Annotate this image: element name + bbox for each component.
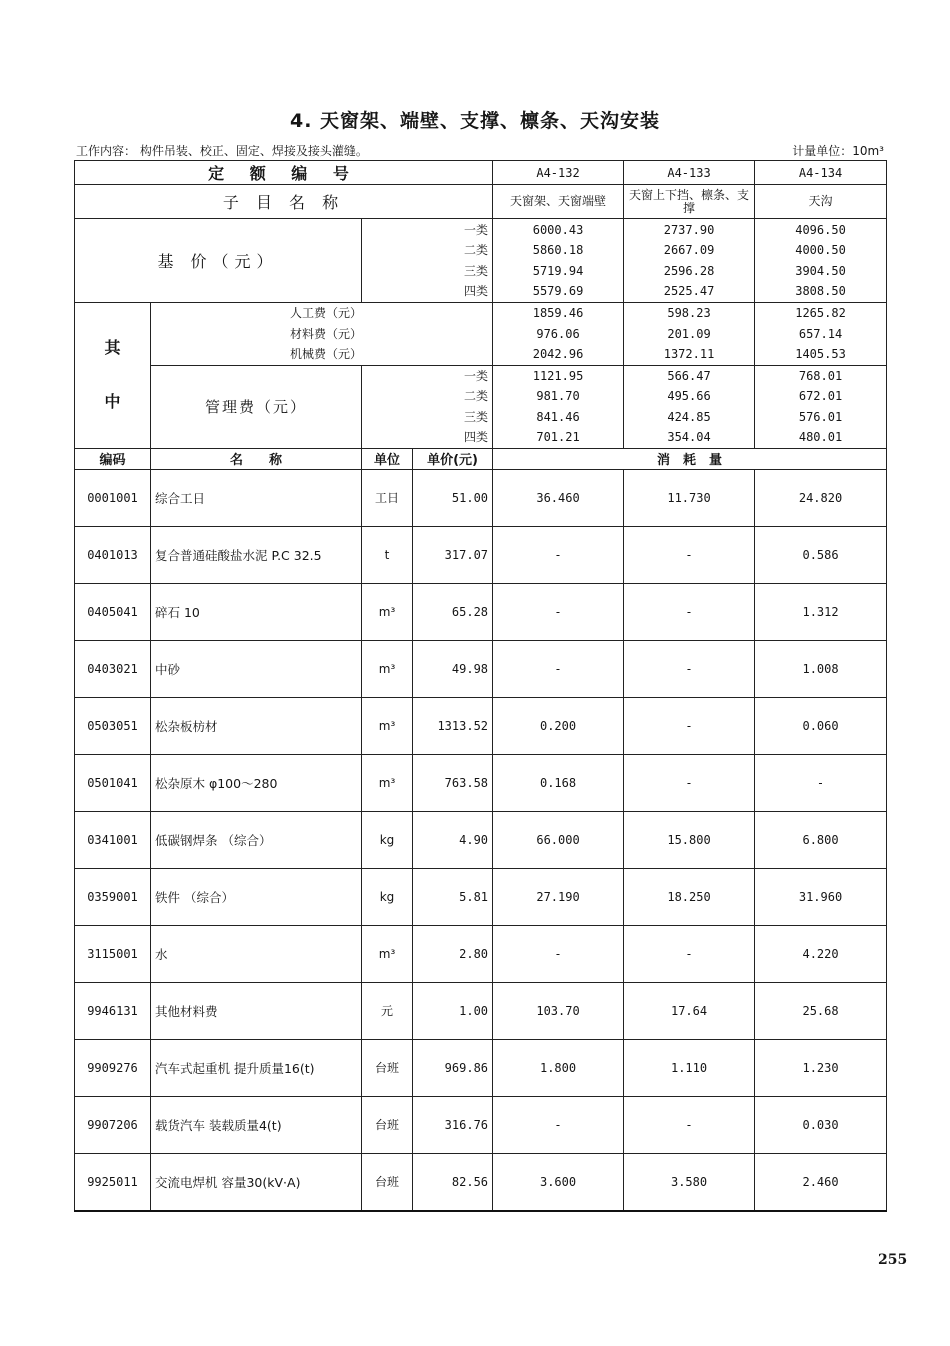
row-price: 49.98 — [413, 640, 493, 697]
base-price-value: 5719.94 — [532, 263, 584, 278]
row-value: 6.800 — [755, 811, 887, 868]
row-code: 9907206 — [75, 1096, 151, 1153]
quota-code-1: A4-132 — [493, 161, 624, 185]
cost-col-3 — [755, 303, 887, 366]
base-price-value: 2596.28 — [663, 263, 715, 278]
mgmt-fee-label: 管理费（元） — [151, 365, 362, 448]
row-name: 其他材料费 — [151, 982, 362, 1039]
row-value: 103.70 — [493, 982, 624, 1039]
row-code: 0001001 — [75, 469, 151, 526]
row-price: 763.58 — [413, 754, 493, 811]
base-price-label: 基 价（元） — [75, 219, 362, 303]
table-row — [75, 469, 887, 526]
mgmt-value: 672.01 — [798, 389, 843, 403]
cost-col-2 — [624, 303, 755, 366]
class-label: 三类 — [464, 263, 489, 278]
cost-value: 1265.82 — [795, 306, 846, 320]
base-price-classes — [362, 219, 493, 303]
row-code: 0403021 — [75, 640, 151, 697]
page-title: 4. 天窗架、端壁、支撑、檩条、天沟安装 — [289, 110, 661, 132]
mgmt-value: 1121.95 — [532, 368, 584, 383]
row-value: - — [493, 1096, 624, 1153]
class-label: 一类 — [464, 222, 489, 237]
base-price-value: 3808.50 — [795, 284, 846, 298]
table-row — [75, 526, 887, 583]
row-price: 2.80 — [413, 925, 493, 982]
row-code: 9909276 — [75, 1039, 151, 1096]
col-header-price: 单价(元) — [413, 448, 493, 469]
quota-table — [74, 160, 887, 1212]
row-unit: m³ — [362, 640, 413, 697]
mgmt-col-1 — [493, 365, 624, 448]
mgmt-value: 768.01 — [798, 368, 843, 383]
table-row — [75, 1096, 887, 1153]
among-label-bottom: 中 — [104, 392, 121, 412]
mgmt-value: 576.01 — [798, 409, 843, 424]
row-value: 27.190 — [493, 868, 624, 925]
row-unit: kg — [362, 868, 413, 925]
col-header-name: 名 称 — [151, 448, 362, 469]
row-name: 汽车式起重机 提升质量16(t) — [151, 1039, 362, 1096]
row-value: 36.460 — [493, 469, 624, 526]
row-unit: 台班 — [362, 1096, 413, 1153]
row-value: 3.600 — [493, 1153, 624, 1211]
row-value: 1.800 — [493, 1039, 624, 1096]
row-price: 4.90 — [413, 811, 493, 868]
row-value: 18.250 — [624, 868, 755, 925]
cost-label: 人工费（元） — [290, 306, 363, 320]
measure-unit: 计量单位：10m³ — [792, 144, 884, 158]
row-price: 1313.52 — [413, 697, 493, 754]
table-row — [75, 640, 887, 697]
row-unit: kg — [362, 811, 413, 868]
row-value: - — [493, 526, 624, 583]
mgmt-value: 495.66 — [667, 389, 711, 403]
row-name: 综合工日 — [151, 469, 362, 526]
mgmt-classes — [362, 365, 493, 448]
work-content: 工作内容： 构件吊装、校正、固定、焊接及接头灌缝。 — [76, 144, 368, 158]
table-row — [75, 754, 887, 811]
row-value: - — [624, 754, 755, 811]
cost-value: 201.09 — [667, 326, 711, 341]
row-value: 3.580 — [624, 1153, 755, 1211]
cost-value: 976.06 — [536, 326, 580, 341]
row-code: 0405041 — [75, 583, 151, 640]
row-value: 11.730 — [624, 469, 755, 526]
row-value: 1.008 — [755, 640, 887, 697]
table-row — [75, 868, 887, 925]
mgmt-value: 566.47 — [667, 368, 711, 383]
row-code: 3115001 — [75, 925, 151, 982]
col-header-code: 编码 — [75, 448, 151, 469]
item-name-1: 天窗架、天窗端壁 — [493, 185, 624, 219]
row-code: 0503051 — [75, 697, 151, 754]
item-name-label: 子 目 名 称 — [75, 185, 493, 219]
base-price-value: 3904.50 — [795, 263, 846, 278]
row-value: - — [624, 526, 755, 583]
row-name: 中砂 — [151, 640, 362, 697]
base-price-value: 5860.18 — [532, 243, 584, 257]
base-price-value: 2525.47 — [663, 284, 715, 298]
row-value: 66.000 — [493, 811, 624, 868]
mgmt-col-2 — [624, 365, 755, 448]
row-price: 317.07 — [413, 526, 493, 583]
col-header-unit: 单位 — [362, 448, 413, 469]
row-value: 4.220 — [755, 925, 887, 982]
mgmt-col-3 — [755, 365, 887, 448]
row-unit: m³ — [362, 925, 413, 982]
row-value: - — [624, 583, 755, 640]
cost-value: 657.14 — [798, 326, 843, 341]
row-code: 0359001 — [75, 868, 151, 925]
table-row — [75, 1039, 887, 1096]
row-value: 1.110 — [624, 1039, 755, 1096]
cost-value: 2042.96 — [532, 347, 584, 361]
row-value: 24.820 — [755, 469, 887, 526]
among-label-top: 其 — [104, 338, 121, 358]
row-price: 969.86 — [413, 1039, 493, 1096]
mgmt-value: 424.85 — [667, 409, 711, 424]
table-row — [75, 811, 887, 868]
page-number: 255 — [878, 1252, 908, 1268]
class-label: 三类 — [464, 409, 489, 424]
row-price: 1.00 — [413, 982, 493, 1039]
cost-value: 1405.53 — [795, 347, 846, 361]
row-price: 82.56 — [413, 1153, 493, 1211]
row-value: 17.64 — [624, 982, 755, 1039]
row-value: 0.586 — [755, 526, 887, 583]
row-price: 316.76 — [413, 1096, 493, 1153]
cost-value: 598.23 — [667, 306, 711, 320]
row-price: 5.81 — [413, 868, 493, 925]
base-price-value: 2737.90 — [663, 222, 715, 237]
row-unit: m³ — [362, 754, 413, 811]
row-unit: 工日 — [362, 469, 413, 526]
row-value: 2.460 — [755, 1153, 887, 1211]
row-unit: t — [362, 526, 413, 583]
row-value: 0.030 — [755, 1096, 887, 1153]
class-label: 四类 — [464, 430, 489, 444]
row-value: 25.68 — [755, 982, 887, 1039]
base-price-value: 6000.43 — [532, 222, 584, 237]
row-code: 0401013 — [75, 526, 151, 583]
quota-code-3: A4-134 — [755, 161, 887, 185]
table-row — [75, 1153, 887, 1211]
row-price: 65.28 — [413, 583, 493, 640]
table-row — [75, 583, 887, 640]
item-name-3: 天沟 — [755, 185, 887, 219]
row-name: 水 — [151, 925, 362, 982]
row-unit: m³ — [362, 697, 413, 754]
cost-col-1 — [493, 303, 624, 366]
table-row — [75, 982, 887, 1039]
quota-no-label: 定 额 编 号 — [75, 161, 493, 185]
row-unit: 台班 — [362, 1153, 413, 1211]
row-name: 交流电焊机 容量30(kV·A) — [151, 1153, 362, 1211]
row-unit: m³ — [362, 583, 413, 640]
row-value: 15.800 — [624, 811, 755, 868]
row-value: 0.168 — [493, 754, 624, 811]
row-name: 碎石 10 — [151, 583, 362, 640]
mgmt-value: 981.70 — [536, 389, 580, 403]
base-price-value: 4096.50 — [795, 222, 846, 237]
row-value: 0.060 — [755, 697, 887, 754]
cost-value: 1859.46 — [532, 306, 584, 320]
cost-label: 机械费（元） — [290, 347, 363, 361]
base-price-value: 5579.69 — [532, 284, 584, 298]
base-price-col-2 — [624, 219, 755, 303]
base-price-col-1 — [493, 219, 624, 303]
row-name: 松杂板枋材 — [151, 697, 362, 754]
row-value: 31.960 — [755, 868, 887, 925]
row-name: 载货汽车 装载质量4(t) — [151, 1096, 362, 1153]
row-price: 51.00 — [413, 469, 493, 526]
class-label: 一类 — [464, 368, 489, 383]
mgmt-value: 480.01 — [798, 430, 843, 444]
mgmt-value: 841.46 — [536, 409, 580, 424]
cost-value: 1372.11 — [663, 347, 715, 361]
class-label: 四类 — [464, 284, 489, 298]
quota-code-2: A4-133 — [624, 161, 755, 185]
row-value: - — [624, 697, 755, 754]
cost-labels — [151, 303, 493, 366]
table-row — [75, 925, 887, 982]
row-unit: 元 — [362, 982, 413, 1039]
row-value: 1.230 — [755, 1039, 887, 1096]
class-label: 二类 — [464, 243, 489, 257]
row-value: - — [755, 754, 887, 811]
cost-label: 材料费（元） — [290, 326, 363, 341]
table-row — [75, 697, 887, 754]
row-name: 铁件 （综合） — [151, 868, 362, 925]
row-code: 0501041 — [75, 754, 151, 811]
row-value: - — [493, 925, 624, 982]
row-code: 9946131 — [75, 982, 151, 1039]
row-value: - — [493, 583, 624, 640]
base-price-col-3 — [755, 219, 887, 303]
row-code: 0341001 — [75, 811, 151, 868]
base-price-value: 2667.09 — [663, 243, 715, 257]
row-value: - — [624, 1096, 755, 1153]
row-name: 低碳钢焊条 （综合） — [151, 811, 362, 868]
row-value: - — [624, 925, 755, 982]
mgmt-value: 701.21 — [536, 430, 580, 444]
subtitle-line — [76, 142, 884, 160]
col-header-consumption: 消 耗 量 — [493, 448, 887, 469]
mgmt-value: 354.04 — [667, 430, 711, 444]
row-value: - — [624, 640, 755, 697]
row-value: - — [493, 640, 624, 697]
row-value: 1.312 — [755, 583, 887, 640]
base-price-value: 4000.50 — [795, 243, 846, 257]
among-label — [75, 303, 151, 449]
row-code: 9925011 — [75, 1153, 151, 1211]
row-name: 松杂原木 φ100～280 — [151, 754, 362, 811]
row-unit: 台班 — [362, 1039, 413, 1096]
class-label: 二类 — [464, 389, 489, 403]
row-value: 0.200 — [493, 697, 624, 754]
item-name-2: 天窗上下挡、檩条、支撑 — [624, 185, 755, 219]
row-name: 复合普通硅酸盐水泥 P.C 32.5 — [151, 526, 362, 583]
